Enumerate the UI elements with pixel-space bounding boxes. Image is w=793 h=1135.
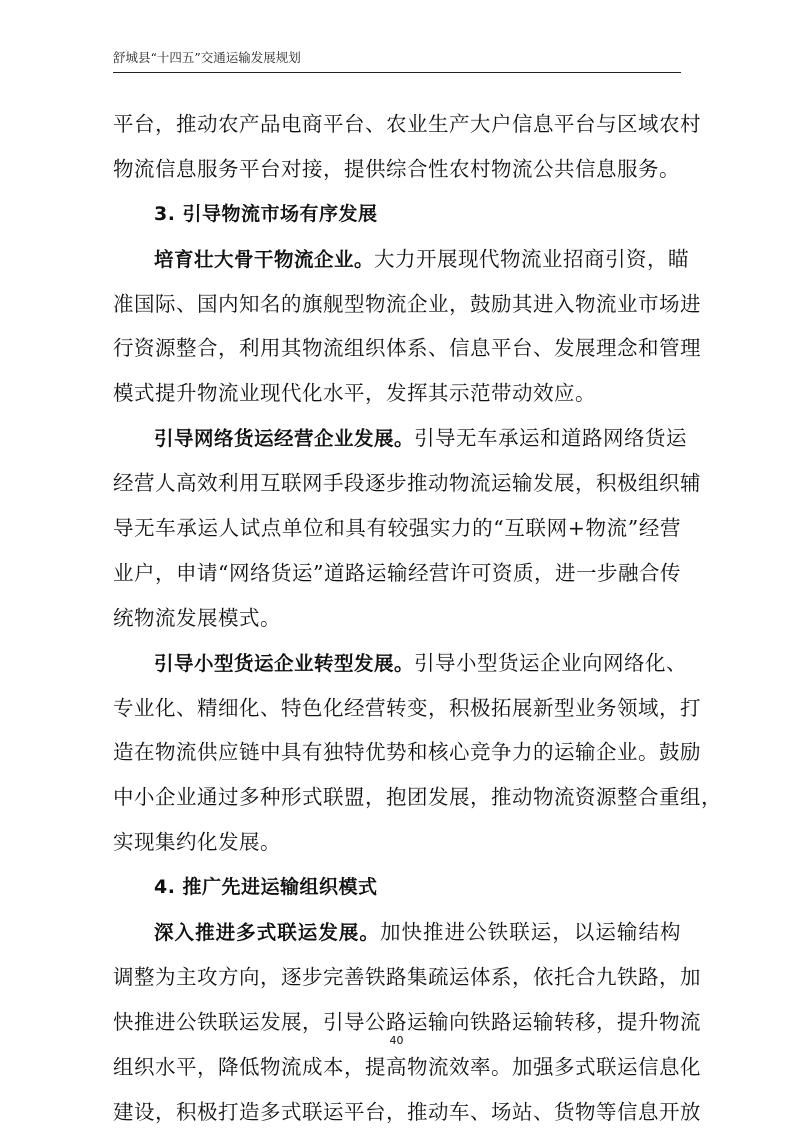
paragraph-lead-bold: 引导小型货运企业转型发展。: [154, 651, 415, 675]
text-line: 造在物流供应链中具有独特优势和核心竞争力的运输企业。鼓励: [113, 740, 701, 765]
text-line: 快推进公铁联运发展，引导公路运输向铁路运输转移，提升物流: [113, 1009, 701, 1034]
text-line: 导无车承运人试点单位和具有较强实力的“互联网+物流”经营: [113, 516, 681, 541]
text-line: 经营人高效利用互联网手段逐步推动物流运输发展，积极组织辅: [113, 471, 701, 496]
page-number: 40: [389, 1034, 404, 1047]
section-heading-4: 4. 推广先进运输组织模式: [154, 876, 378, 899]
text-line: 统物流发展模式。: [113, 605, 281, 630]
text-line: 建设，积极打造多式联运平台，推动车、场站、货物等信息开放: [113, 1099, 701, 1124]
paragraph-lead-bold: 引导网络货运经营企业发展。: [154, 427, 415, 451]
text-line: 中小企业通过多种形式联盟，抱团发展，推动物流资源整合重组，: [113, 785, 722, 810]
text-line: 平台，推动农产品电商平台、农业生产大户信息平台与区域农村: [113, 112, 701, 136]
text-line: 物流信息服务平台对接，提供综合性农村物流公共信息服务。: [113, 156, 680, 181]
paragraph-lead-rest: 大力开展现代物流业招商引资，瞄: [374, 246, 690, 271]
paragraph-lead-bold: 深入推进多式联运发展。: [154, 921, 380, 945]
paragraph-lead-rest: 引导无车承运和道路网络货运: [414, 426, 688, 451]
text-line: 调整为主攻方向，逐步完善铁路集疏运体系，依托合九铁路，加: [113, 964, 701, 989]
text-line: 专业化、精细化、特色化经营转变，积极拓展新型业务领域，打: [113, 695, 701, 720]
paragraph-lead-line: [113, 910, 681, 955]
paragraph-lead-line: [113, 641, 688, 686]
text-line: 准国际、国内知名的旗舰型物流企业，鼓励其进入物流业市场进: [113, 291, 701, 316]
paragraph-lead-rest: 加快推进公铁联运，以运输结构: [379, 920, 681, 945]
text-line: 模式提升物流业现代化水平，发挥其示范带动效应。: [113, 381, 596, 406]
paragraph-lead-rest: 引导小型货运企业向网络化、: [414, 650, 688, 675]
body-text: [113, 102, 722, 1134]
paragraph-lead-bold: 培育壮大骨干物流企业。: [154, 247, 375, 271]
text-line: 业户，申请“网络货运”道路运输经营许可资质，进一步融合传: [113, 560, 681, 585]
paragraph-lead-line: [113, 416, 688, 461]
header-rule: [113, 72, 681, 73]
text-line: 实现集约化发展。: [113, 830, 281, 855]
text-line: 行资源整合，利用其物流组织体系、信息平台、发展理念和管理: [113, 336, 701, 361]
text-line: 组织水平，降低物流成本，提高物流效率。加强多式联运信息化: [113, 1054, 701, 1079]
section-heading-3: 3. 引导物流市场有序发展: [154, 202, 378, 225]
paragraph-lead-line: [113, 237, 690, 282]
running-header: 舒城县“十四五”交通运输发展规划: [113, 50, 301, 65]
